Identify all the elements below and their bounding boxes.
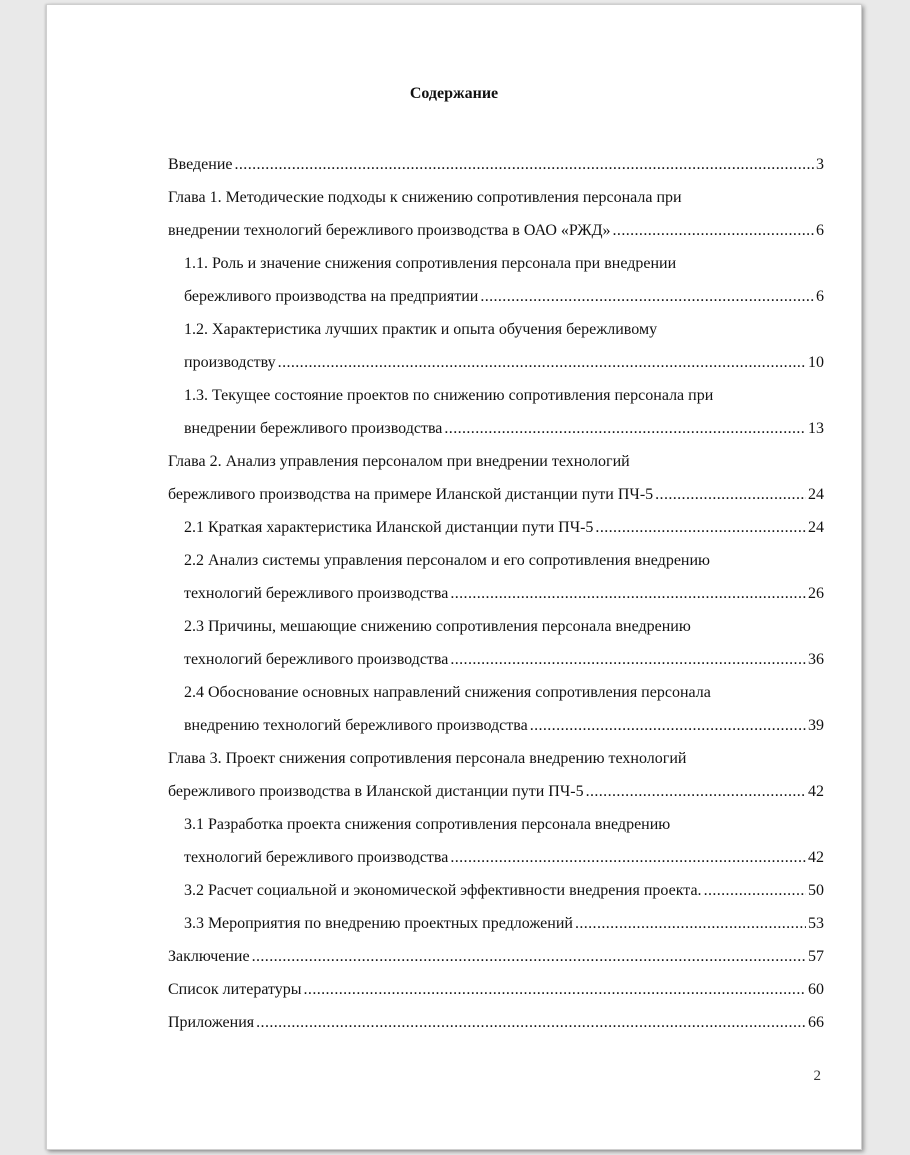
toc-entry-line [168, 214, 824, 247]
toc-page-number: 24 [808, 519, 824, 536]
dot-leader [655, 478, 806, 511]
toc-entry-line [168, 643, 824, 676]
toc-entry-line [168, 247, 824, 280]
toc-entry-line [168, 346, 824, 379]
table-of-contents [168, 148, 824, 1039]
toc-page-number: 6 [816, 288, 824, 305]
toc-entry-line [168, 1006, 824, 1039]
toc-entry-line [168, 445, 824, 478]
toc-page-number: 42 [808, 849, 824, 866]
toc-page-number: 36 [808, 651, 824, 668]
dot-leader [235, 148, 815, 181]
dot-leader [480, 280, 814, 313]
toc-entry-text: Глава 2. Анализ управления персоналом при внедрении технологий [168, 453, 630, 470]
dot-leader [575, 907, 806, 940]
toc-page-number: 6 [816, 222, 824, 239]
toc-entry-text: 2.4 Обоснование основных направлений снижения сопротивления персонала [184, 684, 711, 701]
toc-page-number: 42 [808, 783, 824, 800]
toc-entry-line [168, 181, 824, 214]
toc-page-number: 13 [808, 420, 824, 437]
toc-entry-text: внедрении бережливого производства [184, 420, 443, 437]
toc-entry-text: 2.2 Анализ системы управления персоналом и его сопротивления внедрению [184, 552, 710, 569]
toc-page-number: 3 [816, 156, 824, 173]
toc-entry-text: Список литературы [168, 981, 302, 998]
toc-entry-text: технологий бережливого производства [184, 651, 449, 668]
toc-page-number: 66 [808, 1014, 824, 1031]
toc-entry-line [168, 973, 824, 1006]
dot-leader [256, 1006, 806, 1039]
dot-leader [444, 412, 806, 445]
dot-leader [450, 577, 806, 610]
toc-entry-line [168, 412, 824, 445]
toc-entry-line [168, 379, 824, 412]
toc-entry-text: 3.3 Мероприятия по внедрению проектных предложений [184, 915, 573, 932]
toc-entry-text: 3.2 Расчет социальной и экономической эффективности внедрения проекта. [184, 882, 702, 899]
toc-entry-text: 3.1 Разработка проекта снижения сопротивления персонала внедрению [184, 816, 671, 833]
dot-leader [304, 973, 806, 1006]
toc-entry-line [168, 808, 824, 841]
toc-entry-text: 2.3 Причины, мешающие снижению сопротивления персонала внедрению [184, 618, 691, 635]
toc-entry-line [168, 907, 824, 940]
page-number: 2 [813, 1068, 821, 1084]
toc-entry-text: Введение [168, 156, 233, 173]
dot-leader [613, 214, 814, 247]
toc-entry-line [168, 313, 824, 346]
toc-entry-line [168, 874, 824, 907]
toc-entry-text: 1.3. Текущее состояние проектов по снижению сопротивления персонала при [184, 387, 714, 404]
toc-page-number: 50 [808, 882, 824, 899]
toc-entry-text: внедрении технологий бережливого производства в ОАО «РЖД» [168, 222, 611, 239]
toc-page-number: 57 [808, 948, 824, 965]
toc-entry-text: 2.1 Краткая характеристика Иланской дистанции пути ПЧ-5 [184, 519, 594, 536]
toc-page-number: 26 [808, 585, 824, 602]
toc-entry-text: 1.2. Характеристика лучших практик и опыта обучения бережливому [184, 321, 658, 338]
toc-entry-line [168, 148, 824, 181]
dot-leader [450, 643, 806, 676]
toc-entry-line [168, 940, 824, 973]
toc-entry-line [168, 775, 824, 808]
toc-entry-text: производству [184, 354, 276, 371]
toc-entry-text: технологий бережливого производства [184, 849, 449, 866]
dot-leader [704, 874, 806, 907]
toc-entry-line [168, 742, 824, 775]
toc-entry-line [168, 676, 824, 709]
toc-page-number: 39 [808, 717, 824, 734]
document-page [46, 4, 862, 1150]
toc-page-number: 53 [808, 915, 824, 932]
toc-entry-line [168, 544, 824, 577]
toc-page-number: 60 [808, 981, 824, 998]
toc-entry-text: 1.1. Роль и значение снижения сопротивления персонала при внедрении [184, 255, 677, 272]
dot-leader [595, 511, 806, 544]
toc-entry-text: бережливого производства на предприятии [184, 288, 479, 305]
toc-entry-line [168, 280, 824, 313]
toc-entry-line [168, 841, 824, 874]
dot-leader [252, 940, 806, 973]
toc-entry-text: бережливого производства в Иланской дистанции пути ПЧ-5 [168, 783, 584, 800]
toc-entry-text: Приложения [168, 1014, 255, 1031]
toc-entry-text: Глава 3. Проект снижения сопротивления персонала внедрению технологий [168, 750, 687, 767]
dot-leader [278, 346, 806, 379]
toc-entry-text: бережливого производства на примере Иланской дистанции пути ПЧ-5 [168, 486, 654, 503]
toc-page-number: 10 [808, 354, 824, 371]
toc-entry-line [168, 478, 824, 511]
toc-entry-text: Заключение [168, 948, 250, 965]
toc-entry-line [168, 610, 824, 643]
toc-entry-line [168, 709, 824, 742]
toc-entry-line [168, 511, 824, 544]
toc-entry-text: внедрению технологий бережливого производства [184, 717, 528, 734]
dot-leader [530, 709, 806, 742]
toc-entry-text: Глава 1. Методические подходы к снижению сопротивления персонала при [168, 189, 682, 206]
dot-leader [586, 775, 806, 808]
toc-entry-text: технологий бережливого производства [184, 585, 449, 602]
dot-leader [450, 841, 806, 874]
toc-entry-line [168, 577, 824, 610]
toc-page-number: 24 [808, 486, 824, 503]
toc-title: Содержание [409, 85, 499, 102]
